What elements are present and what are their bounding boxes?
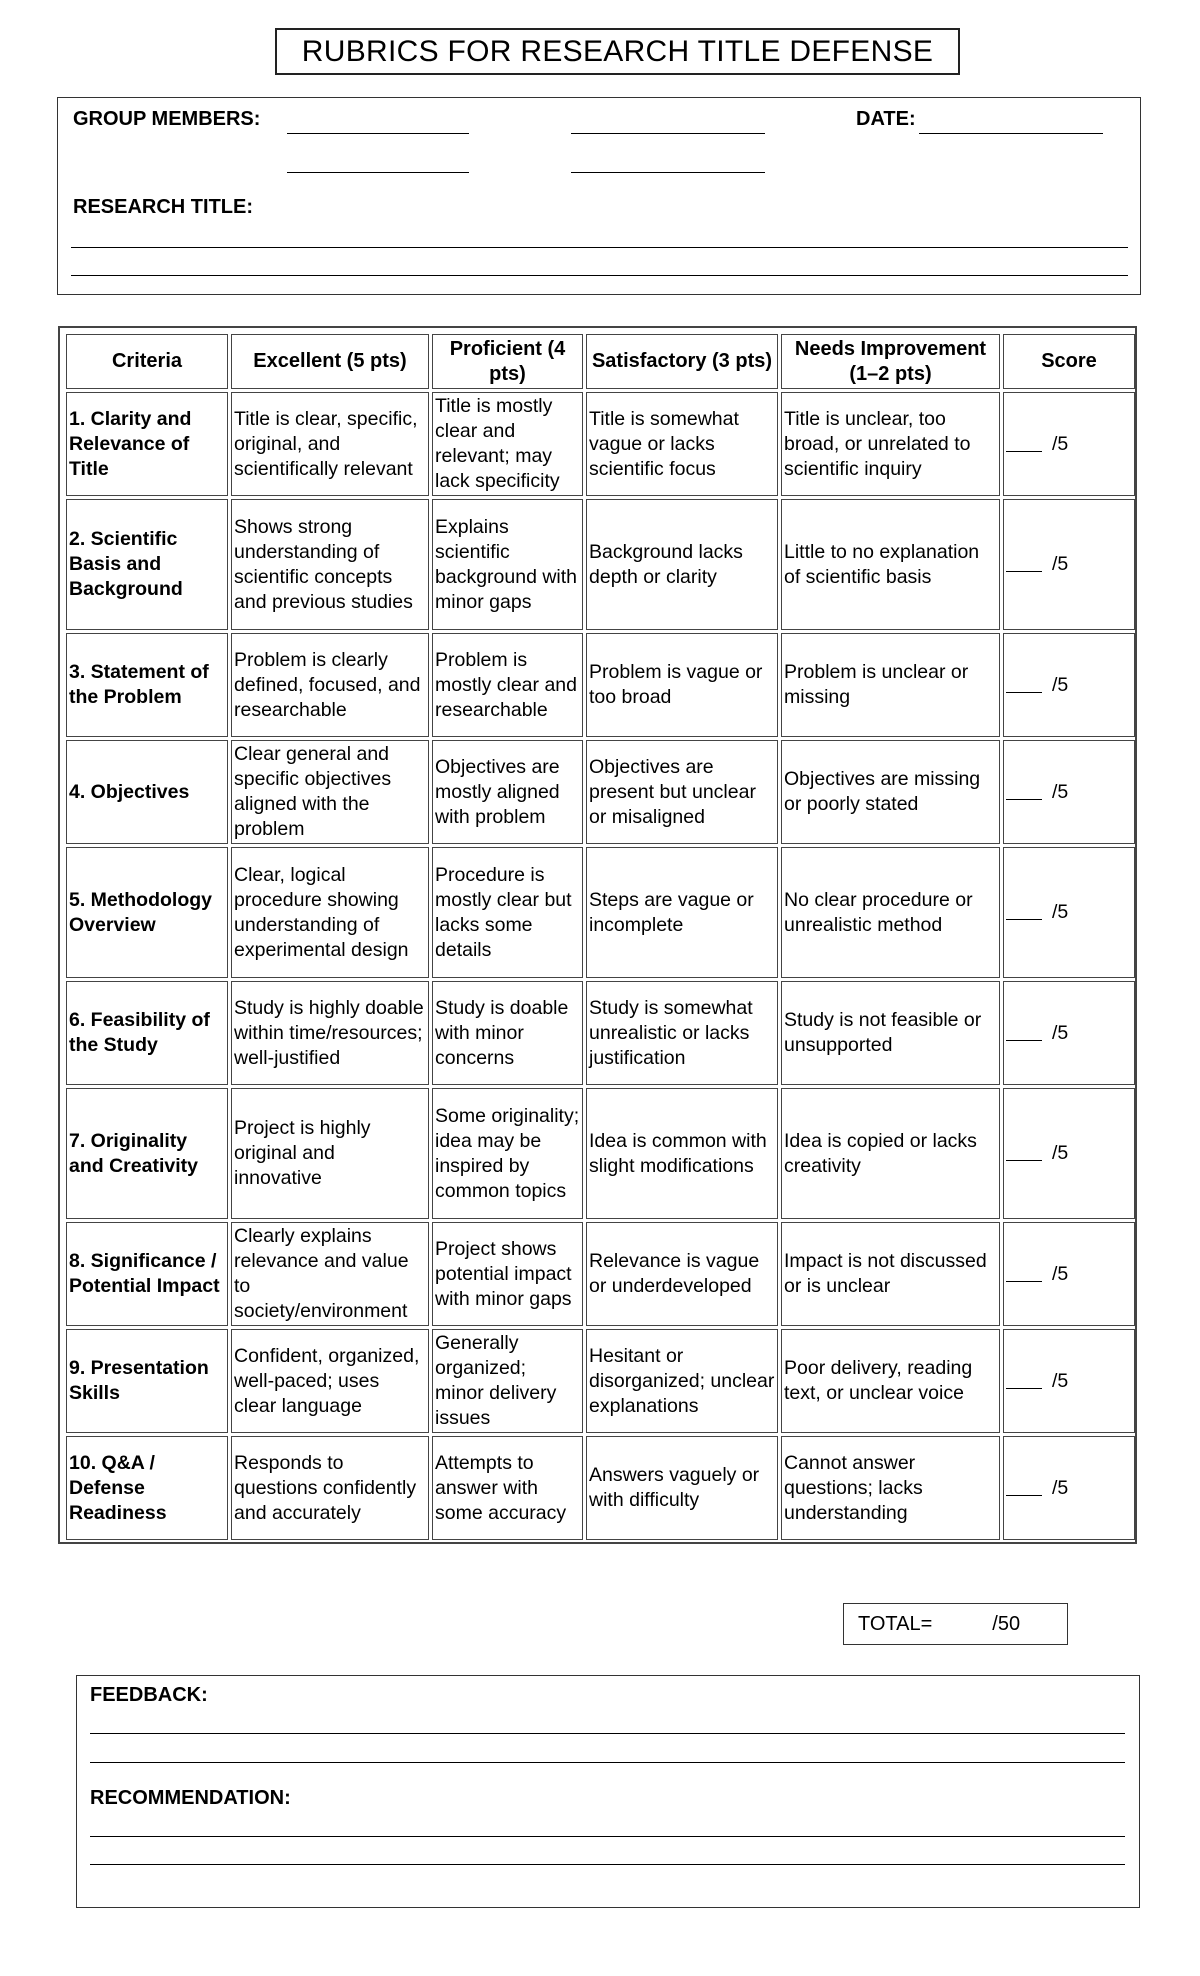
criteria-cell: 5. Methodology Overview bbox=[66, 847, 228, 978]
excellent-cell: Problem is clearly defined, focused, and researchable bbox=[231, 633, 429, 737]
score-max: /5 bbox=[1052, 1262, 1069, 1285]
satisfactory-cell: Idea is common with slight modifications bbox=[586, 1088, 778, 1219]
satisfactory-cell: Background lacks depth or clarity bbox=[586, 499, 778, 630]
table-row bbox=[66, 633, 1135, 737]
criteria-cell: 3. Statement of the Problem bbox=[66, 633, 228, 737]
proficient-cell: Title is mostly clear and relevant; may lack specificity bbox=[432, 392, 583, 496]
recommendation-line-2[interactable] bbox=[90, 1864, 1125, 1865]
member-3-blank[interactable] bbox=[287, 172, 469, 173]
needs-improvement-cell: Little to no explanation of scientific basis bbox=[781, 499, 1000, 630]
satisfactory-cell: Title is somewhat vague or lacks scientific focus bbox=[586, 392, 778, 496]
score-cell bbox=[1003, 392, 1135, 496]
excellent-cell: Study is highly doable within time/resources; well-justified bbox=[231, 981, 429, 1085]
score-max: /5 bbox=[1052, 1021, 1069, 1044]
criteria-cell: 2. Scientific Basis and Background bbox=[66, 499, 228, 630]
score-max: /5 bbox=[1052, 1476, 1069, 1499]
needs-improvement-cell: Impact is not discussed or is unclear bbox=[781, 1222, 1000, 1326]
needs-improvement-cell: Problem is unclear or missing bbox=[781, 633, 1000, 737]
criteria-cell: 4. Objectives bbox=[66, 740, 228, 844]
excellent-cell: Shows strong understanding of scientific concepts and previous studies bbox=[231, 499, 429, 630]
total-label: TOTAL= bbox=[858, 1612, 933, 1635]
col-satisfactory: Satisfactory (3 pts) bbox=[586, 334, 778, 389]
proficient-cell: Objectives are mostly aligned with problem bbox=[432, 740, 583, 844]
total-value: /50 bbox=[992, 1612, 1021, 1635]
score-blank[interactable] bbox=[1006, 571, 1042, 572]
table-row bbox=[66, 1436, 1135, 1540]
total-box bbox=[843, 1603, 1068, 1645]
proficient-cell: Explains scientific background with minor gaps bbox=[432, 499, 583, 630]
satisfactory-cell: Study is somewhat unrealistic or lacks justification bbox=[586, 981, 778, 1085]
excellent-cell: Title is clear, specific, original, and scientifically relevant bbox=[231, 392, 429, 496]
excellent-cell: Clearly explains relevance and value to society/environment bbox=[231, 1222, 429, 1326]
date-blank[interactable] bbox=[919, 133, 1103, 134]
col-proficient: Proficient (4 pts) bbox=[432, 334, 583, 389]
score-cell bbox=[1003, 981, 1135, 1085]
table-row bbox=[66, 1329, 1135, 1433]
table-row bbox=[66, 392, 1135, 496]
col-needs-improvement: Needs Improvement (1–2 pts) bbox=[781, 334, 1000, 389]
feedback-line-1[interactable] bbox=[90, 1733, 1125, 1734]
score-max: /5 bbox=[1052, 1369, 1069, 1392]
score-blank[interactable] bbox=[1006, 919, 1042, 920]
feedback-line-2[interactable] bbox=[90, 1762, 1125, 1763]
page-title: RUBRICS FOR RESEARCH TITLE DEFENSE bbox=[275, 28, 960, 75]
col-score: Score bbox=[1003, 334, 1135, 389]
recommendation-label: RECOMMENDATION: bbox=[90, 1787, 291, 1809]
group-members-label: GROUP MEMBERS: bbox=[73, 108, 261, 130]
needs-improvement-cell: Title is unclear, too broad, or unrelated to scientific inquiry bbox=[781, 392, 1000, 496]
excellent-cell: Clear, logical procedure showing understanding of experimental design bbox=[231, 847, 429, 978]
satisfactory-cell: Steps are vague or incomplete bbox=[586, 847, 778, 978]
feedback-label: FEEDBACK: bbox=[90, 1684, 208, 1706]
needs-improvement-cell: No clear procedure or unrealistic method bbox=[781, 847, 1000, 978]
col-excellent: Excellent (5 pts) bbox=[231, 334, 429, 389]
satisfactory-cell: Hesitant or disorganized; unclear explanations bbox=[586, 1329, 778, 1433]
score-blank[interactable] bbox=[1006, 1281, 1042, 1282]
criteria-cell: 7. Originality and Creativity bbox=[66, 1088, 228, 1219]
score-blank[interactable] bbox=[1006, 1160, 1042, 1161]
needs-improvement-cell: Objectives are missing or poorly stated bbox=[781, 740, 1000, 844]
score-cell bbox=[1003, 1088, 1135, 1219]
member-1-blank[interactable] bbox=[287, 133, 469, 134]
member-4-blank[interactable] bbox=[571, 172, 765, 173]
satisfactory-cell: Problem is vague or too broad bbox=[586, 633, 778, 737]
rubric-table bbox=[58, 326, 1137, 1544]
proficient-cell: Generally organized; minor delivery issues bbox=[432, 1329, 583, 1433]
table-row bbox=[66, 847, 1135, 978]
score-max: /5 bbox=[1052, 780, 1069, 803]
criteria-cell: 6. Feasibility of the Study bbox=[66, 981, 228, 1085]
criteria-cell: 8. Significance / Potential Impact bbox=[66, 1222, 228, 1326]
satisfactory-cell: Answers vaguely or with difficulty bbox=[586, 1436, 778, 1540]
needs-improvement-cell: Idea is copied or lacks creativity bbox=[781, 1088, 1000, 1219]
proficient-cell: Attempts to answer with some accuracy bbox=[432, 1436, 583, 1540]
score-blank[interactable] bbox=[1006, 1495, 1042, 1496]
score-cell bbox=[1003, 740, 1135, 844]
score-max: /5 bbox=[1052, 432, 1069, 455]
score-max: /5 bbox=[1052, 553, 1069, 575]
proficient-cell: Project shows potential impact with minor gaps bbox=[432, 1222, 583, 1326]
research-title-line-1[interactable] bbox=[71, 247, 1128, 248]
score-blank[interactable] bbox=[1006, 1388, 1042, 1389]
table-row bbox=[66, 1088, 1135, 1219]
excellent-cell: Confident, organized, well-paced; uses clear language bbox=[231, 1329, 429, 1433]
research-title-line-2[interactable] bbox=[71, 275, 1128, 276]
col-criteria: Criteria bbox=[66, 334, 228, 389]
score-max: /5 bbox=[1052, 901, 1069, 923]
satisfactory-cell: Objectives are present but unclear or misaligned bbox=[586, 740, 778, 844]
table-row bbox=[66, 1222, 1135, 1326]
score-cell bbox=[1003, 847, 1135, 978]
member-2-blank[interactable] bbox=[571, 133, 765, 134]
needs-improvement-cell: Cannot answer questions; lacks understanding bbox=[781, 1436, 1000, 1540]
table-row bbox=[66, 981, 1135, 1085]
date-label: DATE: bbox=[856, 108, 916, 130]
score-max: /5 bbox=[1052, 673, 1069, 696]
score-blank[interactable] bbox=[1006, 692, 1042, 693]
proficient-cell: Study is doable with minor concerns bbox=[432, 981, 583, 1085]
satisfactory-cell: Relevance is vague or underdeveloped bbox=[586, 1222, 778, 1326]
table-row bbox=[66, 499, 1135, 630]
header-row bbox=[66, 334, 1135, 389]
score-cell bbox=[1003, 633, 1135, 737]
score-blank[interactable] bbox=[1006, 1040, 1042, 1041]
score-max: /5 bbox=[1052, 1142, 1069, 1164]
excellent-cell: Project is highly original and innovative bbox=[231, 1088, 429, 1219]
score-cell bbox=[1003, 499, 1135, 630]
criteria-cell: 10. Q&A / Defense Readiness bbox=[66, 1436, 228, 1540]
proficient-cell: Some originality; idea may be inspired by common topics bbox=[432, 1088, 583, 1219]
excellent-cell: Clear general and specific objectives aligned with the problem bbox=[231, 740, 429, 844]
score-cell bbox=[1003, 1222, 1135, 1326]
needs-improvement-cell: Poor delivery, reading text, or unclear voice bbox=[781, 1329, 1000, 1433]
score-blank[interactable] bbox=[1006, 451, 1042, 452]
group-info-section bbox=[57, 97, 1141, 295]
table-row bbox=[66, 740, 1135, 844]
needs-improvement-cell: Study is not feasible or unsupported bbox=[781, 981, 1000, 1085]
criteria-cell: 9. Presentation Skills bbox=[66, 1329, 228, 1433]
research-title-label: RESEARCH TITLE: bbox=[73, 196, 253, 218]
excellent-cell: Responds to questions confidently and accurately bbox=[231, 1436, 429, 1540]
criteria-cell: 1. Clarity and Relevance of Title bbox=[66, 392, 228, 496]
score-cell bbox=[1003, 1436, 1135, 1540]
score-cell bbox=[1003, 1329, 1135, 1433]
proficient-cell: Problem is mostly clear and researchable bbox=[432, 633, 583, 737]
proficient-cell: Procedure is mostly clear but lacks some details bbox=[432, 847, 583, 978]
recommendation-line-1[interactable] bbox=[90, 1836, 1125, 1837]
score-blank[interactable] bbox=[1006, 799, 1042, 800]
feedback-section bbox=[76, 1675, 1140, 1908]
